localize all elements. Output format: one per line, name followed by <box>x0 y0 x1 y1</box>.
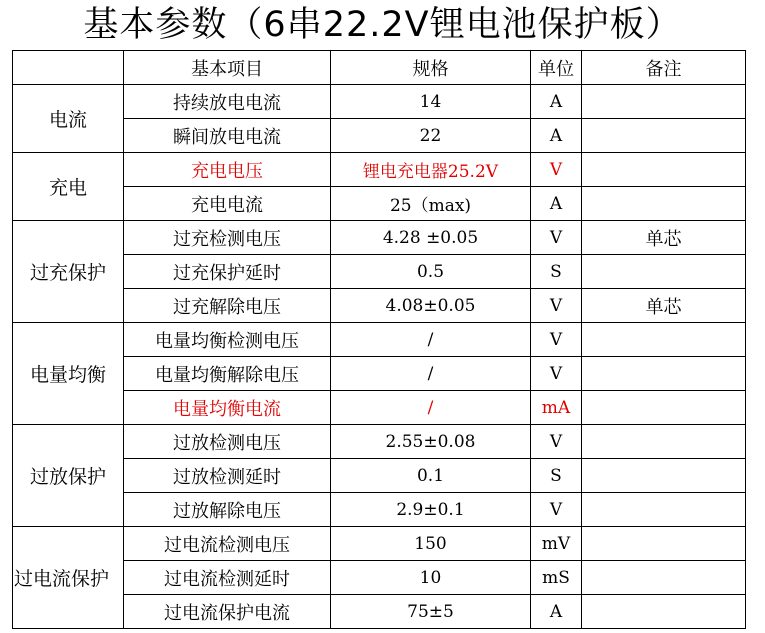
spec-cell: 4.28 ±0.05 <box>331 221 531 255</box>
remark-cell <box>582 595 746 629</box>
group-label-overcharge: 过充保护 <box>13 221 124 323</box>
header-remark-cell: 备注 <box>582 51 746 85</box>
item-cell: 过充检测电压 <box>124 221 331 255</box>
remark-cell <box>582 153 746 187</box>
spec-cell: 4.08±0.05 <box>331 289 531 323</box>
spec-cell: / <box>331 357 531 391</box>
unit-cell: S <box>531 255 582 289</box>
spec-cell: 75±5 <box>331 595 531 629</box>
item-cell: 过放解除电压 <box>124 493 331 527</box>
remark-cell <box>582 561 746 595</box>
page-title: 基本参数（6串22.2V锂电池保护板） <box>83 5 682 45</box>
spec-cell: 0.5 <box>331 255 531 289</box>
remark-cell <box>582 527 746 561</box>
remark-cell <box>582 85 746 119</box>
group-label-balance: 电量均衡 <box>13 323 124 425</box>
table-row <box>13 221 746 255</box>
group-label-charge: 充电 <box>13 153 124 221</box>
spec-table-body <box>13 51 746 629</box>
remark-cell: 单芯 <box>582 289 746 323</box>
remark-cell <box>582 119 746 153</box>
item-cell: 过放检测电压 <box>124 425 331 459</box>
table-row <box>13 527 746 561</box>
unit-cell: V <box>531 153 582 187</box>
spec-cell: 2.55±0.08 <box>331 425 531 459</box>
unit-cell: V <box>531 493 582 527</box>
unit-cell: V <box>531 221 582 255</box>
spec-cell: 锂电充电器25.2V <box>331 153 531 187</box>
header-spec-cell: 规格 <box>331 51 531 85</box>
unit-cell: mS <box>531 561 582 595</box>
table-row <box>13 425 746 459</box>
spec-cell: 14 <box>331 85 531 119</box>
unit-cell: A <box>531 85 582 119</box>
group-label-overcurrent: 过电流保护 <box>13 527 124 629</box>
item-cell: 过充保护延时 <box>124 255 331 289</box>
item-cell: 充电电压 <box>124 153 331 187</box>
remark-cell <box>582 459 746 493</box>
spec-cell: 0.1 <box>331 459 531 493</box>
unit-cell: S <box>531 459 582 493</box>
table-row <box>13 323 746 357</box>
spec-cell: 25（max) <box>331 187 531 221</box>
unit-cell: V <box>531 357 582 391</box>
item-cell: 过充解除电压 <box>124 289 331 323</box>
header-item-cell: 基本项目 <box>124 51 331 85</box>
unit-cell: mV <box>531 527 582 561</box>
item-cell: 电量均衡检测电压 <box>124 323 331 357</box>
unit-cell: A <box>531 595 582 629</box>
remark-cell <box>582 323 746 357</box>
spec-cell: 150 <box>331 527 531 561</box>
remark-cell <box>582 425 746 459</box>
remark-cell <box>582 255 746 289</box>
item-cell: 过电流检测电压 <box>124 527 331 561</box>
item-cell: 过电流保护电流 <box>124 595 331 629</box>
item-cell: 持续放电电流 <box>124 85 331 119</box>
unit-cell: V <box>531 425 582 459</box>
spec-table <box>12 50 746 629</box>
group-label-current: 电流 <box>13 85 124 153</box>
table-row <box>13 85 746 119</box>
header-unit-cell: 单位 <box>531 51 582 85</box>
remark-cell <box>582 187 746 221</box>
item-cell: 过电流检测延时 <box>124 561 331 595</box>
unit-cell: V <box>531 289 582 323</box>
unit-cell: V <box>531 323 582 357</box>
spec-cell: / <box>331 323 531 357</box>
unit-cell: A <box>531 119 582 153</box>
item-cell: 瞬间放电电流 <box>124 119 331 153</box>
item-cell: 充电电流 <box>124 187 331 221</box>
spec-cell: 22 <box>331 119 531 153</box>
remark-cell: 单芯 <box>582 221 746 255</box>
item-cell: 电量均衡解除电压 <box>124 357 331 391</box>
item-cell: 过放检测延时 <box>124 459 331 493</box>
table-row <box>13 153 746 187</box>
spec-cell: / <box>331 391 531 425</box>
spec-cell: 2.9±0.1 <box>331 493 531 527</box>
unit-cell: mA <box>531 391 582 425</box>
unit-cell: A <box>531 187 582 221</box>
group-label-overdischarge: 过放保护 <box>13 425 124 527</box>
spec-cell: 10 <box>331 561 531 595</box>
remark-cell <box>582 357 746 391</box>
remark-cell <box>582 391 746 425</box>
item-cell: 电量均衡电流 <box>124 391 331 425</box>
remark-cell <box>582 493 746 527</box>
table-header-row <box>13 51 746 85</box>
header-category-cell <box>13 51 124 85</box>
